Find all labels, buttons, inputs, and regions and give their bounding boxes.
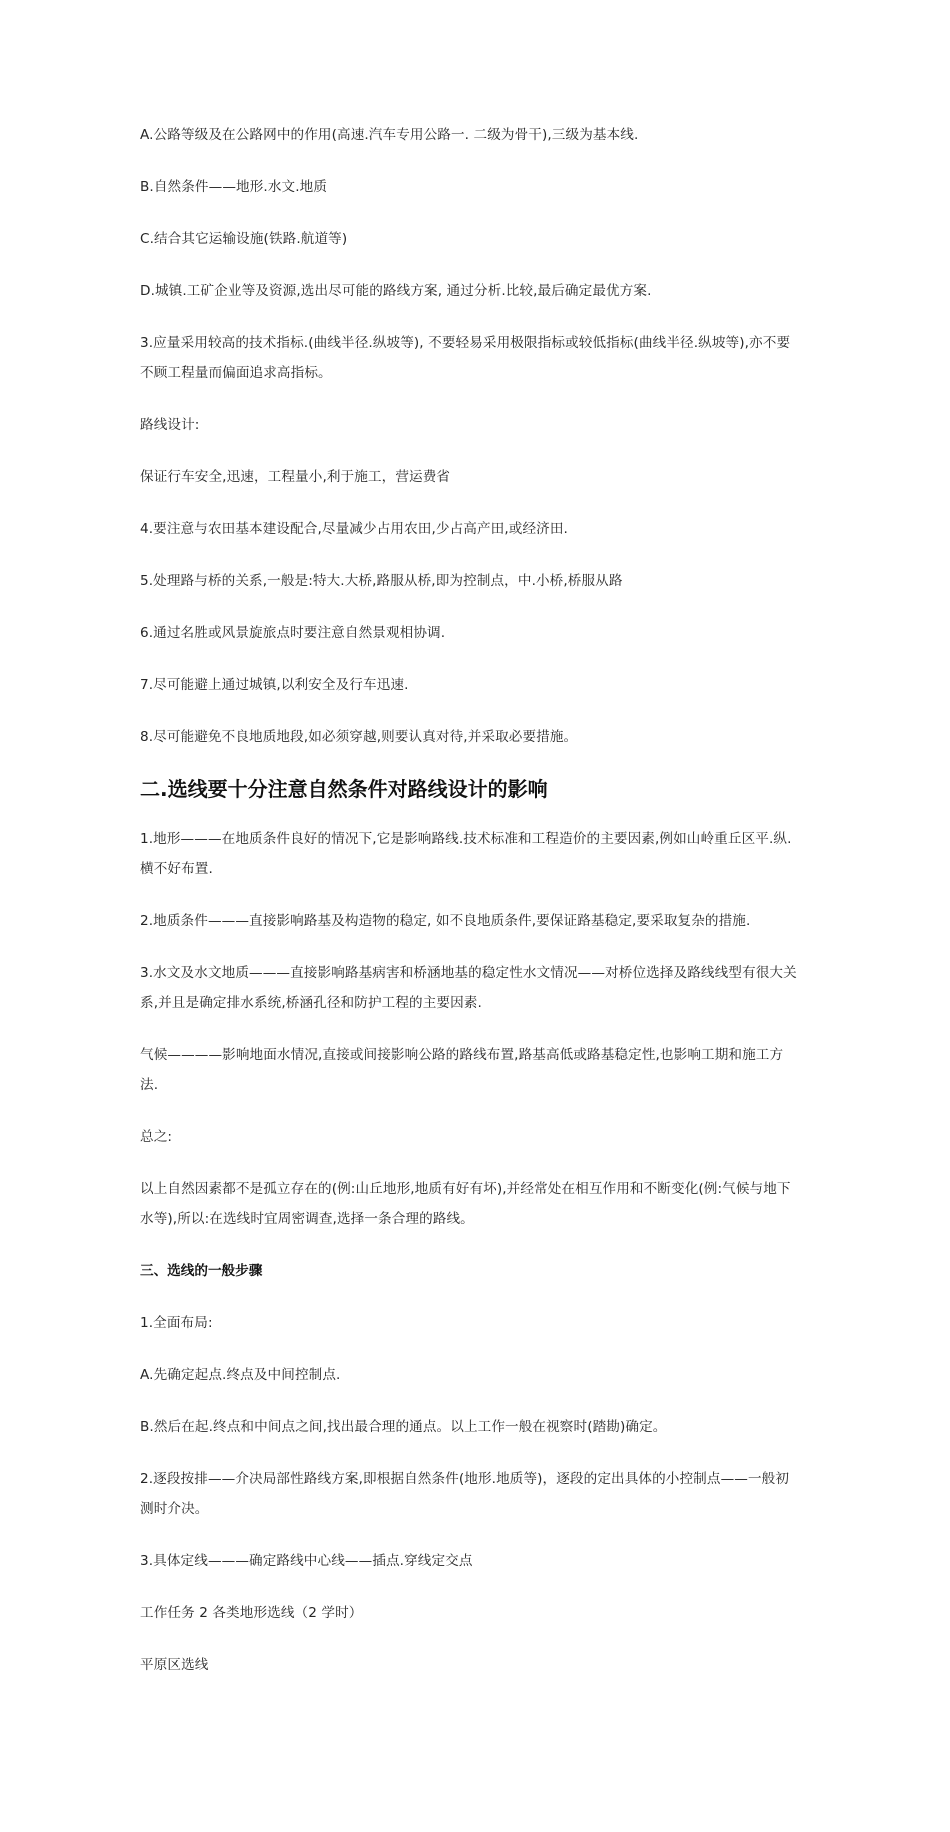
- section-heading: 二.选线要十分注意自然条件对路线设计的影响: [140, 777, 548, 801]
- paragraph: 3.应量采用较高的技术指标.(曲线半径.纵坡等), 不要轻易采用极限指标或较低指标(曲线半径.纵坡等),亦不要不顾工程量而偏面追求高指标。: [140, 335, 791, 381]
- paragraph: 6.通过名胜或风景旋旅点时要注意自然景观相协调.: [140, 625, 446, 641]
- paragraph: 4.要注意与农田基本建设配合,尽量减少占用农田,少占高产田,或经济田.: [140, 521, 568, 537]
- paragraph: 2.逐段按排——介决局部性路线方案,即根据自然条件(地形.地质等)，逐段的定出具体的小控制点——一般初测时介决。: [140, 1471, 790, 1517]
- paragraph: 3.具体定线———确定路线中心线——插点.穿线定交点: [140, 1553, 473, 1569]
- document-body: [140, 120, 800, 1702]
- paragraph: C.结合其它运输设施(铁路.航道等): [140, 231, 348, 247]
- paragraph: A.先确定起点.终点及中间控制点.: [140, 1367, 341, 1383]
- paragraph: 7.尽可能避上通过城镇,以利安全及行车迅速.: [140, 677, 409, 693]
- paragraph: 3.水文及水文地质———直接影响路基病害和桥涵地基的稳定性水文情况——对桥位选择及路线线型有很大关系,并且是确定排水系统,桥涵孔径和防护工程的主要因素.: [140, 965, 797, 1011]
- paragraph: A.公路等级及在公路网中的作用(高速.汽车专用公路一. 二级为骨干),三级为基本线.: [140, 127, 639, 143]
- paragraph: D.城镇.工矿企业等及资源,选出尽可能的路线方案, 通过分析.比较,最后确定最优方案.: [140, 283, 652, 299]
- paragraph: 1.地形———在地质条件良好的情况下,它是影响路线.技术标准和工程造价的主要因素,例如山岭重丘区平.纵.横不好布置.: [140, 831, 792, 877]
- paragraph: 保证行车安全,迅速，工程量小,利于施工，营运费省: [140, 469, 451, 485]
- paragraph: 以上自然因素都不是孤立存在的(例:山丘地形,地质有好有坏),并经常处在相互作用和不断变化(例:气候与地下水等),所以:在选线时宜周密调查,选择一条合理的路线。: [140, 1181, 791, 1227]
- paragraph: 路线设计:: [140, 417, 200, 433]
- paragraph: 5.处理路与桥的关系,一般是:特大.大桥,路服从桥,即为控制点，中.小桥,桥服从路: [140, 573, 623, 589]
- paragraph: B.然后在起.终点和中间点之间,找出最合理的通点。以上工作一般在视察时(踏勘)确定。: [140, 1419, 667, 1435]
- subsection-heading: 三、选线的一般步骤: [140, 1263, 263, 1279]
- paragraph: 工作任务 2 各类地形选线（2 学时）: [140, 1605, 363, 1621]
- paragraph: 平原区选线: [140, 1657, 209, 1673]
- paragraph: 1.全面布局:: [140, 1315, 213, 1331]
- paragraph: 总之:: [140, 1129, 173, 1145]
- paragraph: B.自然条件——地形.水文.地质: [140, 179, 328, 195]
- paragraph: 气候————影响地面水情况,直接或间接影响公路的路线布置,路基高低或路基稳定性,也影响工期和施工方法.: [140, 1047, 784, 1093]
- paragraph: 2.地质条件———直接影响路基及构造物的稳定, 如不良地质条件,要保证路基稳定,要采取复杂的措施.: [140, 913, 751, 929]
- paragraph: 8.尽可能避免不良地质地段,如必须穿越,则要认真对待,并采取必要措施。: [140, 729, 578, 745]
